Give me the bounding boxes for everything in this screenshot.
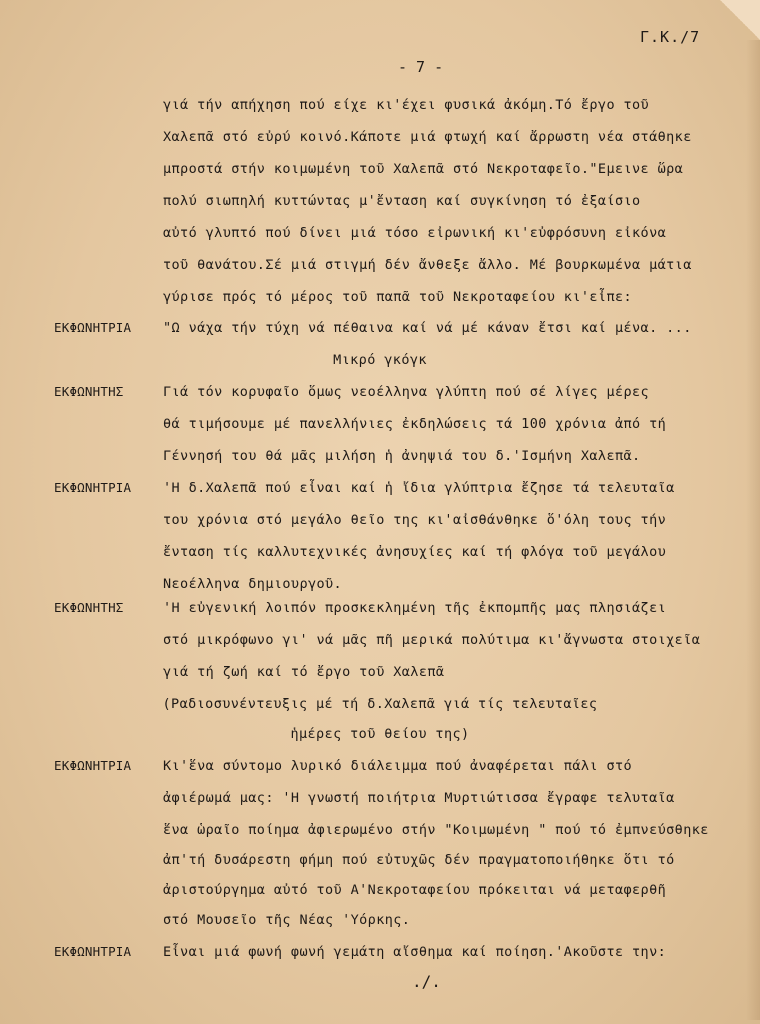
speaker-label: ΕΚΦΩΝΗΤΡΙΑ bbox=[54, 320, 132, 335]
speaker-label: ΕΚΦΩΝΗΤΡΙΑ bbox=[54, 944, 132, 959]
body-line: 'Η εὐγενική λοιπόν προσκεκλημένη τῆς ἐκπομπῆς μας πλησιάζει bbox=[163, 600, 667, 616]
body-line: Χαλεπᾶ στό εὐρύ κοινό.Κάποτε μιά φτωχή καί ἄρρωστη νέα στάθηκε bbox=[163, 129, 692, 145]
body-line: ἀφιέρωμά μας: 'Η γνωστή ποιήτρια Μυρτιώτισσα ἔγραφε τελυταῖα bbox=[163, 790, 675, 806]
body-line: ἔνταση τίς καλλυτεχνικές ἀνησυχίες καί τή φλόγα τοῦ μεγάλου bbox=[163, 544, 667, 560]
document-reference: Γ.Κ./7 bbox=[640, 28, 701, 46]
body-line: γιά τή ζωή καί τό ἔργο τοῦ Χαλεπᾶ bbox=[163, 664, 445, 680]
page-edge-shadow bbox=[746, 40, 760, 1020]
stage-direction: (Ραδιοσυνέντευξις μέ τή δ.Χαλεπᾶ γιά τίς τελευταῖες bbox=[162, 696, 598, 712]
speaker-label: ΕΚΦΩΝΗΤΗΣ bbox=[54, 600, 124, 615]
body-line: 'Η δ.Χαλεπᾶ πού εἶναι καί ἡ ἴδια γλύπτρια ἔζησε τά τελευταῖα bbox=[163, 480, 675, 496]
body-line: τοῦ θανάτου.Σέ μιά στιγμή δέν ἄνθεξε ἄλλο. Μέ βουρκωμένα μάτια bbox=[163, 257, 692, 273]
page-number: - 7 - bbox=[398, 58, 444, 76]
body-line: Γέννησή του θά μᾶς μιλήση ἡ ἀνηψιά του δ.'Ισμήνη Χαλεπᾶ. bbox=[163, 448, 641, 464]
body-line: Νεοέλληνα δημιουργοῦ. bbox=[163, 576, 343, 592]
continuation-mark: ./. bbox=[412, 972, 441, 991]
stage-direction: Μικρό γκόγκ bbox=[333, 352, 427, 368]
body-line: μπροστά στήν κοιμωμένη τοῦ Χαλεπᾶ στό Νεκροταφεῖο."Εμεινε ὥρα bbox=[163, 161, 684, 177]
speaker-label: ΕΚΦΩΝΗΤΡΙΑ bbox=[54, 480, 132, 495]
body-line: Γιά τόν κορυφαῖο ὅμως νεοέλληνα γλύπτη πού σέ λίγες μέρες bbox=[163, 384, 650, 400]
body-line: αὐτό γλυπτό πού δίνει μιά τόσο εἰρωνική κι'εὐφρόσυνη εἰκόνα bbox=[163, 225, 667, 241]
body-line: ἕνα ὡραῖο ποίημα ἀφιερωμένο στήν "Κοιμωμένη " πού τό ἐμπνεύσθηκε bbox=[163, 822, 709, 838]
body-line: ἀριστούργημα αὐτό τοῦ Α'Νεκροταφείου πρόκειται νά μεταφερθῆ bbox=[163, 882, 667, 898]
body-line: Εἶναι μιά φωνή φωνή γεμάτη αἴσθημα καί ποίηση.'Ακοῦστε την: bbox=[163, 944, 667, 960]
speaker-label: ΕΚΦΩΝΗΤΡΙΑ bbox=[54, 758, 132, 773]
page-corner-fold bbox=[720, 0, 760, 40]
speaker-label: ΕΚΦΩΝΗΤΗΣ bbox=[54, 384, 124, 399]
body-line: Κι'ἕνα σύντομο λυρικό διάλειμμα πού ἀναφέρεται πάλι στό bbox=[163, 758, 633, 774]
body-line: πολύ σιωπηλή κυττώντας μ'ἔνταση καί συγκίνηση τό ἐξαίσιο bbox=[163, 193, 641, 209]
body-line: ἀπ'τή δυσάρεστη φήμη πού εὐτυχῶς δέν πραγματοποιήθηκε ὅτι τό bbox=[163, 852, 675, 868]
body-line: "Ω νάχα τήν τύχη νά πέθαινα καί νά μέ κάναν ἔτσι καί μένα. ... bbox=[163, 320, 692, 336]
body-line: του χρόνια στό μεγάλο θεῖο της κι'αἰσθάνθηκε ὅ'όλη τους τήν bbox=[163, 512, 667, 528]
body-line: στό μικρόφωνο γι' νά μᾶς πῆ μερικά πολύτιμα κι'ἄγνωστα στοιχεῖα bbox=[163, 632, 701, 648]
stage-direction: ἡμέρες τοῦ θείου της) bbox=[290, 726, 470, 742]
body-line: θά τιμήσουμε μέ πανελλήνιες ἐκδηλώσεις τά 100 χρόνια ἀπό τή bbox=[163, 416, 667, 432]
body-line: στό Μουσεῖο τῆς Νέας 'Υόρκης. bbox=[163, 912, 411, 928]
body-line: γύρισε πρός τό μέρος τοῦ παπᾶ τοῦ Νεκροταφείου κι'εἶπε: bbox=[163, 289, 633, 305]
body-line: γιά τήν απήχηση πού είχε κι'έχει φυσικά ἀκόμη.Τό ἔργο τοῦ bbox=[163, 97, 650, 113]
